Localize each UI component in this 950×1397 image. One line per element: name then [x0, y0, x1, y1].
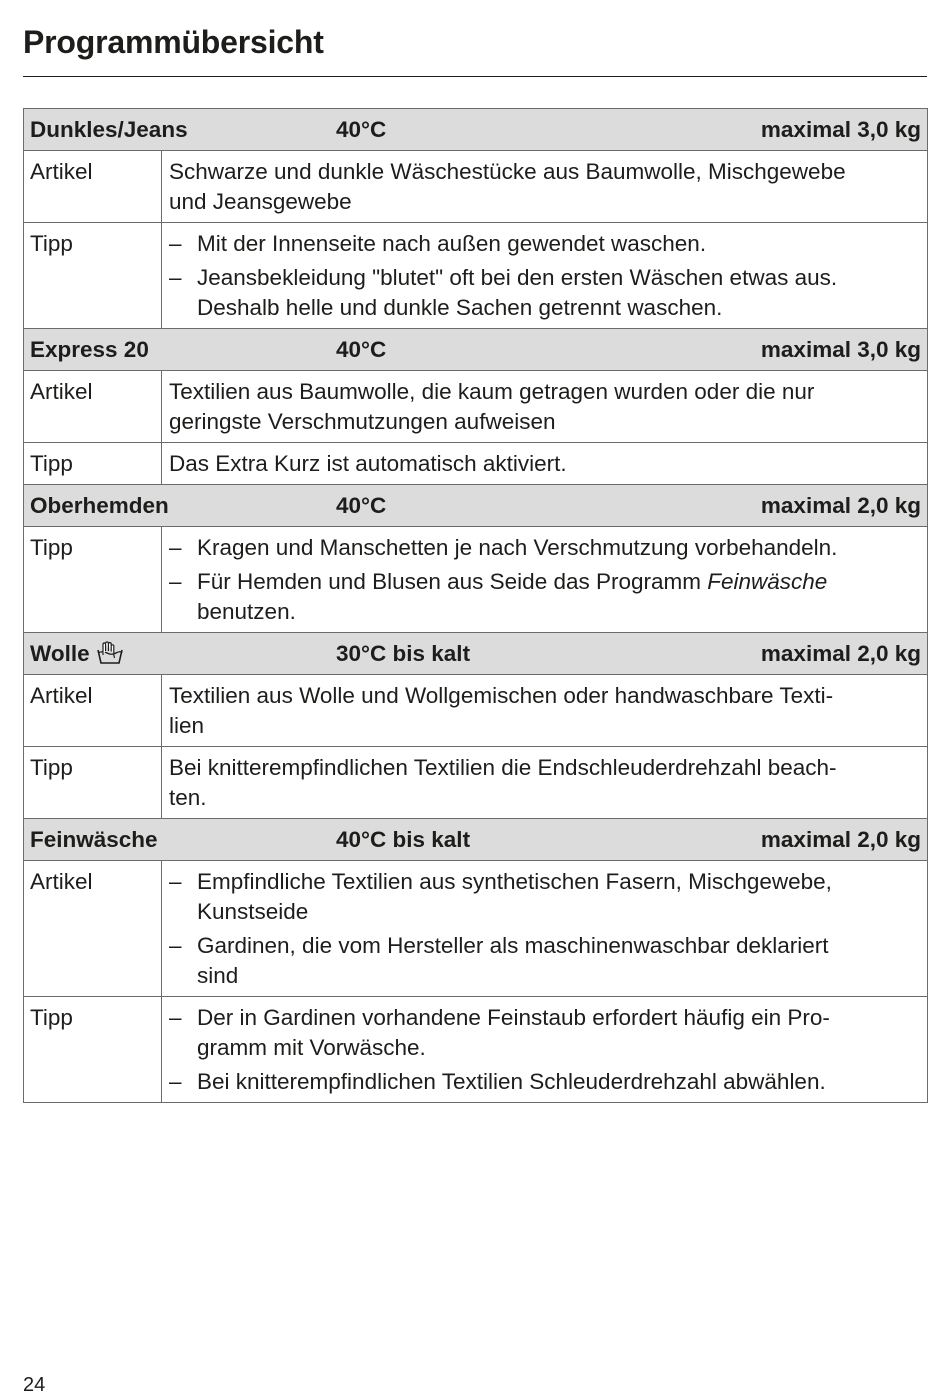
text-line: Textilien aus Wolle und Wollgemischen oder handwaschbare Texti- [169, 683, 834, 708]
program-temperature: 30°C bis kalt [336, 641, 471, 666]
row-text [162, 527, 928, 633]
program-max-load: maximal 3,0 kg [760, 337, 921, 362]
text-line: Empfindliche Textilien aus synthetischen Fasern, Mischgewebe, [197, 869, 832, 894]
row-text [162, 861, 928, 997]
row-label: Tipp [24, 997, 162, 1103]
table-row [24, 747, 928, 819]
program-name: Dunkles/Jeans [30, 117, 188, 142]
text-line: Deshalb helle und dunkle Sachen getrennt waschen. [197, 295, 723, 320]
row-label: Artikel [24, 371, 162, 443]
program-header-dunkles-jeans [24, 109, 928, 151]
row-label: Tipp [24, 443, 162, 485]
page-title: Programmübersicht [23, 24, 324, 60]
text-line: Der in Gardinen vorhandene Feinstaub erfordert häufig ein Pro- [197, 1005, 830, 1030]
row-text [162, 223, 928, 329]
text-line: Gardinen, die vom Hersteller als maschinenwaschbar deklariert [197, 933, 829, 958]
program-header-feinwaesche [24, 819, 928, 861]
list-dash: – [169, 1005, 182, 1030]
program-header-express-20 [24, 329, 928, 371]
list-item [169, 263, 917, 323]
text-line: lien [169, 713, 205, 738]
program-max-load: maximal 3,0 kg [760, 117, 921, 142]
row-label: Tipp [24, 747, 162, 819]
title-divider [23, 76, 927, 77]
program-reference: Feinwäsche [707, 569, 828, 594]
program-name: Feinwäsche [30, 827, 158, 852]
text-line: Bei knitterempfindlichen Textilien die Endschleuderdrehzahl beach- [169, 755, 837, 780]
text-segment: Für Hemden und Blusen aus Seide das Programm [197, 569, 708, 594]
list-dash: – [169, 1069, 182, 1094]
list-dash: – [169, 869, 182, 894]
program-max-load: maximal 2,0 kg [760, 641, 921, 666]
table-row [24, 371, 928, 443]
row-label: Artikel [24, 861, 162, 997]
text-line: Schwarze und dunkle Wäschestücke aus Baumwolle, Mischgewebe [169, 159, 846, 184]
program-temperature: 40°C [336, 117, 387, 142]
text-line: Mit der Innenseite nach außen gewendet waschen. [197, 231, 707, 256]
row-text [162, 997, 928, 1103]
row-label: Artikel [24, 151, 162, 223]
program-temperature: 40°C bis kalt [336, 827, 471, 852]
program-table [23, 108, 928, 1103]
page-number: 24 [23, 1374, 46, 1396]
list-dash: – [169, 569, 182, 594]
list-item [169, 533, 917, 563]
table-row [24, 675, 928, 747]
hand-wash-icon [95, 641, 125, 673]
row-text [162, 443, 928, 485]
text-line: Das Extra Kurz ist automatisch aktiviert. [169, 451, 567, 476]
row-text [162, 151, 928, 223]
program-temperature: 40°C [336, 493, 387, 518]
list-item [169, 567, 917, 627]
program-name: Oberhemden [30, 493, 169, 518]
list-item [169, 229, 917, 259]
text-line: ten. [169, 785, 207, 810]
text-line: geringste Verschmutzungen aufweisen [169, 409, 556, 434]
program-header-wolle [24, 633, 928, 675]
text-line: gramm mit Vorwäsche. [197, 1035, 426, 1060]
row-label: Tipp [24, 223, 162, 329]
table-row [24, 223, 928, 329]
text-line: sind [197, 963, 239, 988]
program-max-load: maximal 2,0 kg [760, 827, 921, 852]
program-max-load: maximal 2,0 kg [760, 493, 921, 518]
text-line: Kragen und Manschetten je nach Verschmutzung vorbehandeln. [197, 535, 838, 560]
text-line: und Jeansgewebe [169, 189, 352, 214]
table-row [24, 997, 928, 1103]
list-dash: – [169, 265, 182, 290]
text-line: Textilien aus Baumwolle, die kaum getragen wurden oder die nur [169, 379, 815, 404]
table-row [24, 151, 928, 223]
text-line: Jeansbekleidung "blutet" oft bei den ersten Wäschen etwas aus. [197, 265, 838, 290]
program-temperature: 40°C [336, 337, 387, 362]
row-label: Tipp [24, 527, 162, 633]
table-row [24, 861, 928, 997]
list-item [169, 931, 917, 991]
text-line: benutzen. [197, 599, 296, 624]
row-text [162, 747, 928, 819]
program-name-group [30, 639, 125, 673]
program-name: Wolle [30, 641, 90, 666]
list-item [169, 1067, 917, 1097]
list-dash: – [169, 933, 182, 958]
row-text [162, 371, 928, 443]
program-name: Express 20 [30, 337, 149, 362]
row-label: Artikel [24, 675, 162, 747]
text-line: Kunstseide [197, 899, 309, 924]
list-dash: – [169, 535, 182, 560]
table-row [24, 527, 928, 633]
list-dash: – [169, 231, 182, 256]
list-item [169, 867, 917, 927]
program-header-oberhemden [24, 485, 928, 527]
table-row [24, 443, 928, 485]
text-line [197, 567, 917, 597]
text-line: Bei knitterempfindlichen Textilien Schleuderdrehzahl abwählen. [197, 1069, 826, 1094]
row-text [162, 675, 928, 747]
list-item [169, 1003, 917, 1063]
